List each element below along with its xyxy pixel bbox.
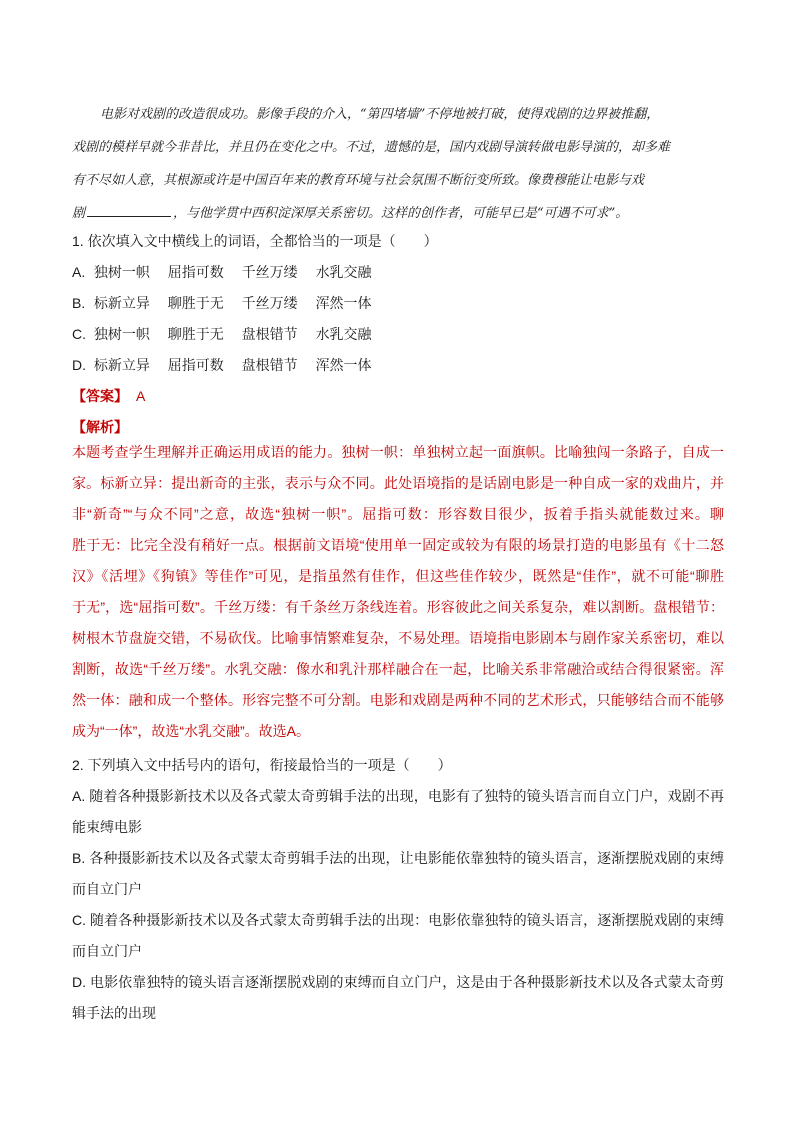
option-c [72, 319, 724, 350]
option-word: 浑然一体 [315, 357, 372, 373]
option-c-line: C. 随着各种摄影新技术以及各式蒙太奇剪辑手法的出现：电影依靠独特的镜头语言，逐渐摆脱戏剧的束缚 [72, 912, 724, 928]
passage-line-suffix: ，与他学贯中西积淀深厚关系密切。这样的创作者，可能早已是“可遇不可求”。 [173, 206, 629, 221]
option-a-line: 能束缚电影 [72, 819, 142, 835]
option-b-line: 而自立门户 [72, 881, 142, 897]
option-c-line: 而自立门户 [72, 943, 142, 959]
option-b [72, 288, 724, 319]
option-word: 屈指可数 [167, 264, 224, 280]
option-d-line: D. 电影依靠独特的镜头语言逐渐摆脱戏剧的束缚而自立门户，这是由于各种摄影新技术以及各式蒙太奇剪 [72, 974, 724, 990]
option-word: 标新立异 [93, 357, 150, 373]
analysis-line: 然一体：融和成一个整体。形容完整不可分割。电影和戏剧是两种不同的艺术形式，只能够结合而不能够 [72, 692, 724, 708]
option-label: C. [72, 326, 86, 342]
passage-line-prefix: 剧 [72, 206, 86, 221]
option-word: 浑然一体 [315, 295, 372, 311]
option-label: B. [72, 295, 86, 311]
question-1 [72, 226, 724, 443]
analysis-line: 家。标新立异：提出新奇的主张，表示与众不同。此处语境指的是话剧电影是一种自成一家的戏曲片，并 [72, 475, 724, 491]
analysis-line: 本题考查学生理解并正确运用成语的能力。独树一帜：单独树立起一面旗帜。比喻独闯一条路子，自成一 [72, 444, 724, 460]
passage-line: 电影对戏剧的改造很成功。影像手段的介入，“第四堵墙”不停地被打破，使得戏剧的边界被推翻， [100, 107, 660, 122]
question-stem: 2. 下列填入文中括号内的语句，衔接最恰当的一项是（ ） [72, 757, 452, 773]
answer-row [72, 381, 724, 412]
option-b-line: B. 各种摄影新技术以及各式蒙太奇剪辑手法的出现，让电影能依靠独特的镜头语言，逐渐摆脱戏剧的束缚 [72, 850, 724, 866]
question-stem: 1. 依次填入文中横线上的词语，全都恰当的一项是（ ） [72, 233, 438, 249]
option-word: 盘根错节 [241, 357, 298, 373]
option-word: 独树一帜 [93, 264, 150, 280]
answer-value: A [136, 388, 146, 404]
option-word: 独树一帜 [93, 326, 150, 342]
option-word: 盘根错节 [241, 326, 298, 342]
analysis-line: 汉》《活埋》《狗镇》等佳作”可见，是指虽然有佳作，但这些佳作较少，既然是“佳作”，就不可能“聊胜 [72, 568, 724, 584]
question-2 [72, 750, 724, 1029]
analysis-line: 胜于无：比完全没有稍好一点。根据前文语境“使用单一固定或较为有限的场景打造的电影虽有《十二怒 [72, 537, 724, 553]
passage-line: 有不尽如人意，其根源或许是中国百年来的教育环境与社会氛围不断衍变所致。像费穆能让电影与戏 [72, 173, 645, 188]
analysis-line: 树根木节盘旋交错，不易砍伐。比喻事情繁难复杂，不易处理。语境指电影剧本与剧作家关系密切，难以 [72, 630, 724, 646]
analysis-text [72, 437, 724, 747]
analysis-line: 非“新奇”“与众不同”之意，故选“独树一帜”。屈指可数：形容数目很少，扳着手指头就能数过来。聊 [72, 506, 724, 522]
fill-blank [87, 202, 171, 217]
option-word: 千丝万缕 [241, 264, 298, 280]
option-word: 千丝万缕 [241, 295, 298, 311]
option-word: 水乳交融 [315, 264, 372, 280]
option-word: 聊胜于无 [167, 295, 224, 311]
option-d [72, 350, 724, 381]
option-label: D. [72, 357, 86, 373]
option-label: A. [72, 264, 86, 280]
option-word: 标新立异 [93, 295, 150, 311]
passage-line: 戏剧的模样早就今非昔比，并且仍在变化之中。不过，遗憾的是，国内戏剧导演转做电影导演的，却多难 [72, 140, 671, 155]
analysis-line: 于无”，选“屈指可数”。千丝万缕：有千条丝万条线连着。形容彼此之间关系复杂，难以割断。盘根错节： [72, 599, 724, 615]
option-a-line: A. 随着各种摄影新技术以及各式蒙太奇剪辑手法的出现，电影有了独特的镜头语言而自立门户，戏剧不再 [72, 788, 724, 804]
analysis-line: 割断，故选“千丝万缕”。水乳交融：像水和乳汁那样融合在一起，比喻关系非常融洽或结合得很紧密。浑 [72, 661, 724, 677]
option-word: 聊胜于无 [167, 326, 224, 342]
analysis-tag: 【解析】 [72, 419, 128, 435]
answer-tag: 【答案】 [72, 388, 128, 404]
option-d-line: 辑手法的出现 [72, 1005, 156, 1021]
option-a [72, 257, 724, 288]
option-word: 水乳交融 [315, 326, 372, 342]
option-word: 屈指可数 [167, 357, 224, 373]
analysis-line: 成为“一体”，故选“水乳交融”。故选A。 [72, 723, 310, 739]
passage-text [72, 98, 724, 230]
